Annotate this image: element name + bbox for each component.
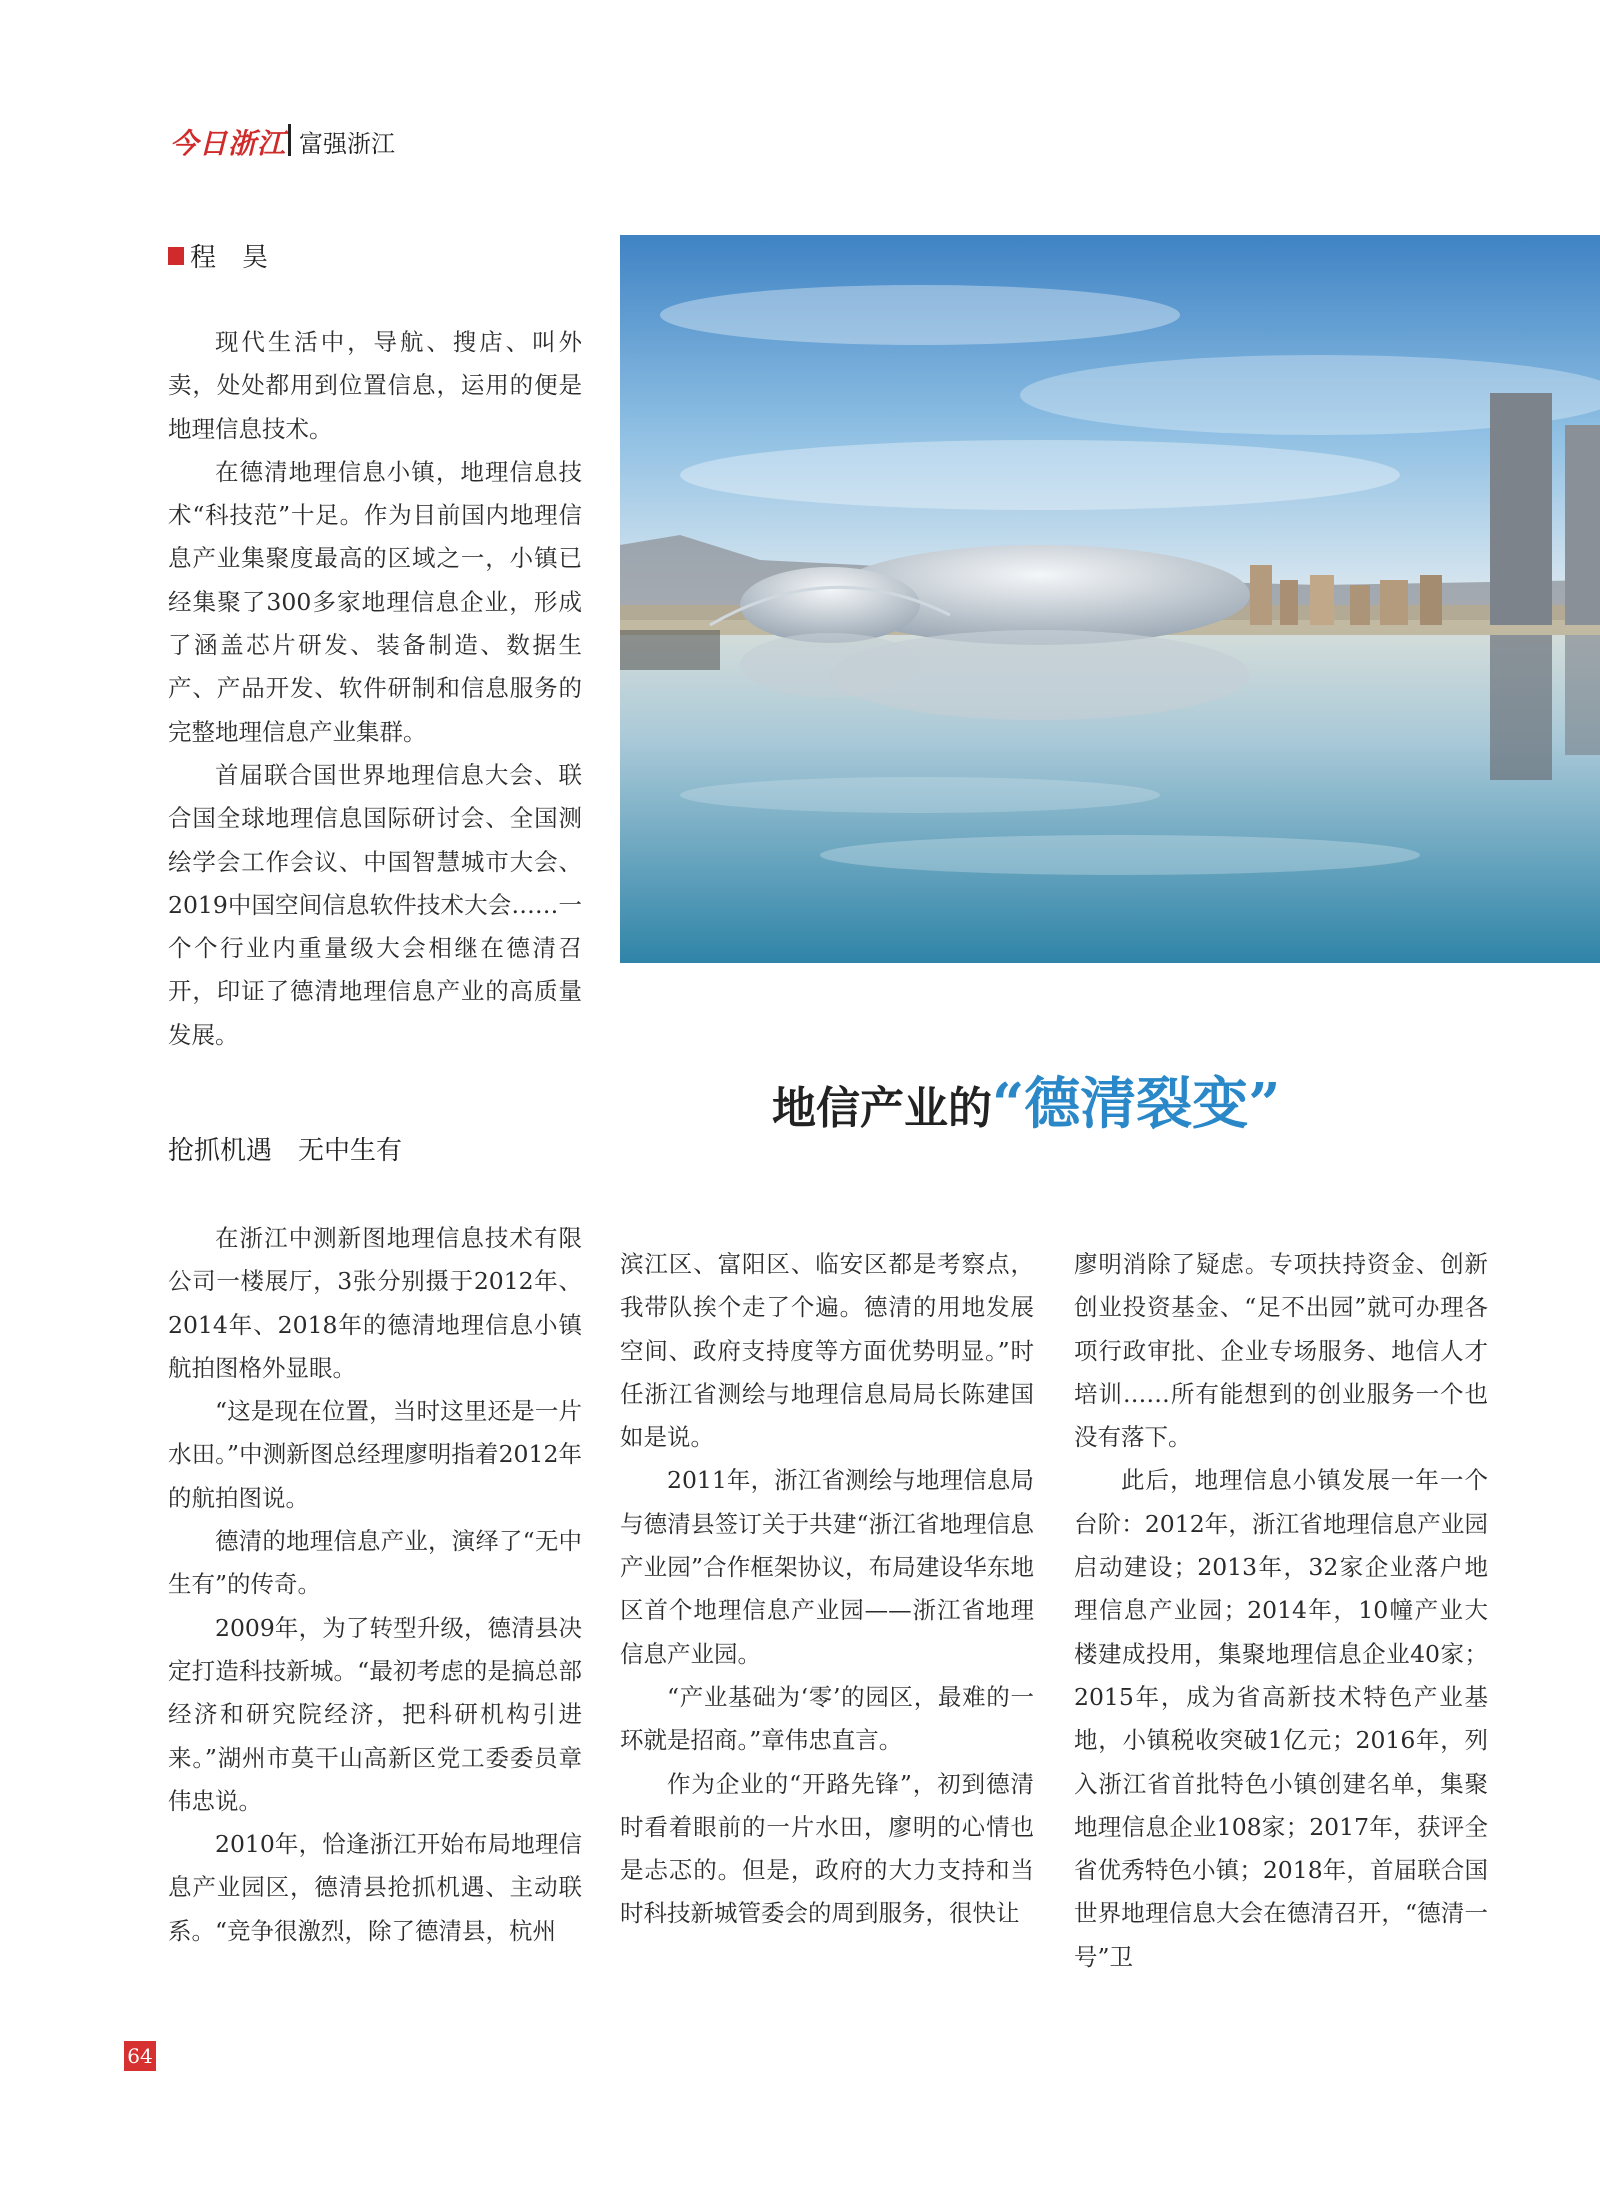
- column-1-top: [168, 321, 582, 1057]
- paragraph: 现代生活中，导航、搜店、叫外卖，处处都用到位置信息，运用的便是地理信息技术。: [168, 328, 582, 443]
- article-title: [772, 1060, 1280, 1140]
- column-3: [1074, 1243, 1488, 1979]
- author-name: 程 昊: [190, 243, 269, 273]
- magazine-logo: 今日浙江: [170, 127, 287, 160]
- title-prefix: 地信产业的: [772, 1083, 992, 1134]
- paragraph: 在德清地理信息小镇，地理信息技术“科技范”十足。作为目前国内地理信息产业集聚度最高的区域之一，小镇已经集聚了300多家地理信息企业，形成了涵盖芯片研发、装备制造、数据生产、产品开发、软件研制和信息服务的完整地理信息产业集群。: [168, 457, 582, 746]
- byline-marker-icon: [168, 247, 184, 265]
- title-highlight: “德清裂变”: [992, 1071, 1281, 1137]
- paragraph: 作为企业的“开路先锋”，初到德清时看着眼前的一片水田，廖明的心情也是忐忑的。但是，政府的大力支持和当时科技新城管委会的周到服务，很快让: [620, 1769, 1034, 1928]
- paragraph: 2010年，恰逢浙江开始布局地理信息产业园区，德清县抢抓机遇、主动联系。“竞争很激烈，除了德清县，杭州: [168, 1830, 582, 1945]
- paragraph: 德清的地理信息产业，演绎了“无中生有”的传奇。: [168, 1527, 582, 1599]
- paragraph: “产业基础为‘零’的园区，最难的一环就是招商。”章伟忠直言。: [620, 1682, 1034, 1755]
- page-number: 64: [124, 2041, 156, 2071]
- paragraph: 2009年，为了转型升级，德清县决定打造科技新城。“最初考虑的是搞总部经济和研究院经济，把科研机构引进来。”湖州市莫干山高新区党工委委员章伟忠说。: [168, 1613, 582, 1815]
- section-subheading: 抢抓机遇 无中生有: [168, 1136, 403, 1166]
- section-title: 富强浙江: [299, 130, 395, 158]
- paragraph: 滨江区、富阳区、临安区都是考察点，我带队挨个走了个遍。德清的用地发展空间、政府支持度等方面优势明显。”时任浙江省测绘与地理信息局局长陈建国如是说。: [620, 1250, 1034, 1452]
- paragraph: 在浙江中测新图地理信息技术有限公司一楼展厅，3张分别摄于2012年、2014年、2018年的德清地理信息小镇航拍图格外显眼。: [168, 1224, 582, 1382]
- header-divider: [288, 124, 291, 156]
- column-2: [620, 1243, 1034, 1936]
- paragraph: “这是现在位置，当时这里还是一片水田。”中测新图总经理廖明指着2012年的航拍图说。: [168, 1397, 582, 1512]
- column-1-bottom: [168, 1217, 582, 1953]
- paragraph: 廖明消除了疑虑。专项扶持资金、创新创业投资基金、“足不出园”就可办理各项行政审批、企业专场服务、地信人才培训……所有能想到的创业服务一个也没有落下。: [1074, 1250, 1488, 1452]
- article-photo: [620, 235, 1600, 963]
- author-byline: [168, 237, 268, 274]
- landscape-photo-icon: [620, 235, 1600, 963]
- paragraph: 此后，地理信息小镇发展一年一个台阶：2012年，浙江省地理信息产业园启动建设；2013年，32家企业落户地理信息产业园；2014年，10幢产业大楼建成投用，集聚地理信息企业40家；2015年，成为省高新技术特色产业基地，小镇税收突破1亿元；2016年，列入浙江省首批特色小镇创建名单，集聚地理信息企业108家；2017年，获评全省优秀特色小镇；2018年，首届联合国世界地理信息大会在德清召开，“德清一号”卫: [1074, 1466, 1488, 1971]
- paragraph: 2011年，浙江省测绘与地理信息局与德清县签订关于共建“浙江省地理信息产业园”合作框架协议，布局建设华东地区首个地理信息产业园——浙江省地理信息产业园。: [620, 1466, 1034, 1668]
- paragraph: 首届联合国世界地理信息大会、联合国全球地理信息国际研讨会、全国测绘学会工作会议、中国智慧城市大会、2019中国空间信息软件技术大会……一个个行业内重量级大会相继在德清召开，印证了德清地理信息产业的高质量发展。: [168, 760, 582, 1049]
